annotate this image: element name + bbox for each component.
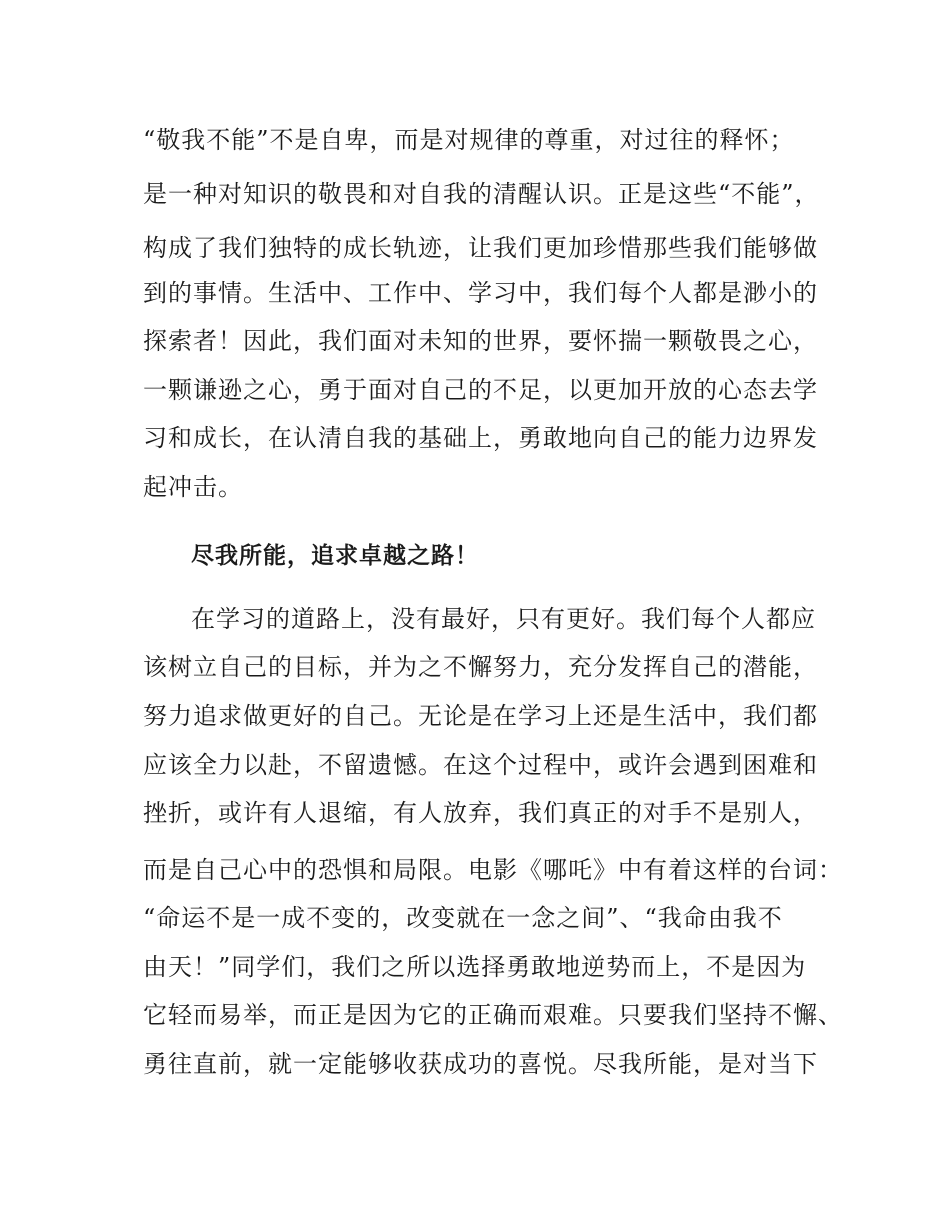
paragraph-line: “敬我不能”不是自卑，而是对规律的尊重，对过往的释怀； xyxy=(143,126,795,154)
paragraph-line: 到的事情。生活中、工作中、学习中，我们每个人都是渺小的 xyxy=(143,279,818,307)
paragraph-line: 努力追求做更好的自己。无论是在学习上还是生活中，我们都 xyxy=(143,702,818,730)
paragraph-line: 该树立自己的目标，并为之不懈努力，充分发挥自己的潜能， xyxy=(143,653,818,681)
paragraph-line: 它轻而易举，而正是因为它的正确而艰难。只要我们坚持不懈、 xyxy=(143,1001,843,1029)
section-heading: 尽我所能，追求卓越之路！ xyxy=(191,543,479,569)
paragraph-line: 挫折，或许有人退缩，有人放弃，我们真正的对手不是别人， xyxy=(143,799,818,827)
paragraph-line: 一颗谦逊之心，勇于面对自己的不足，以更加开放的心态去学 xyxy=(143,376,818,404)
paragraph-line: 习和成长，在认清自我的基础上，勇敢地向自己的能力边界发 xyxy=(143,424,818,452)
paragraph-line: 在学习的道路上，没有最好，只有更好。我们每个人都应 xyxy=(191,605,816,633)
paragraph-line: 勇往直前，就一定能够收获成功的喜悦。尽我所能，是对当下 xyxy=(143,1050,818,1078)
paragraph-line: “命运不是一成不变的，改变就在一念之间”、“我命由我不 xyxy=(143,904,783,932)
paragraph-line: 而是自己心中的恐惧和局限。电影《哪吒》中有着这样的台词： xyxy=(143,856,843,884)
paragraph-line: 是一种对知识的敬畏和对自我的清醒认识。正是这些“不能”， xyxy=(143,180,820,208)
paragraph-line: 探索者！因此，我们面对未知的世界，要怀揣一颗敬畏之心， xyxy=(143,327,818,355)
paragraph-line: 由天！”同学们，我们之所以选择勇敢地逆势而上，不是因为 xyxy=(143,953,807,981)
paragraph-line: 构成了我们独特的成长轨迹，让我们更加珍惜那些我们能够做 xyxy=(143,234,818,262)
paragraph-line: 应该全力以赴，不留遗憾。在这个过程中，或许会遇到困难和 xyxy=(143,751,818,779)
paragraph-line: 起冲击。 xyxy=(143,473,243,501)
